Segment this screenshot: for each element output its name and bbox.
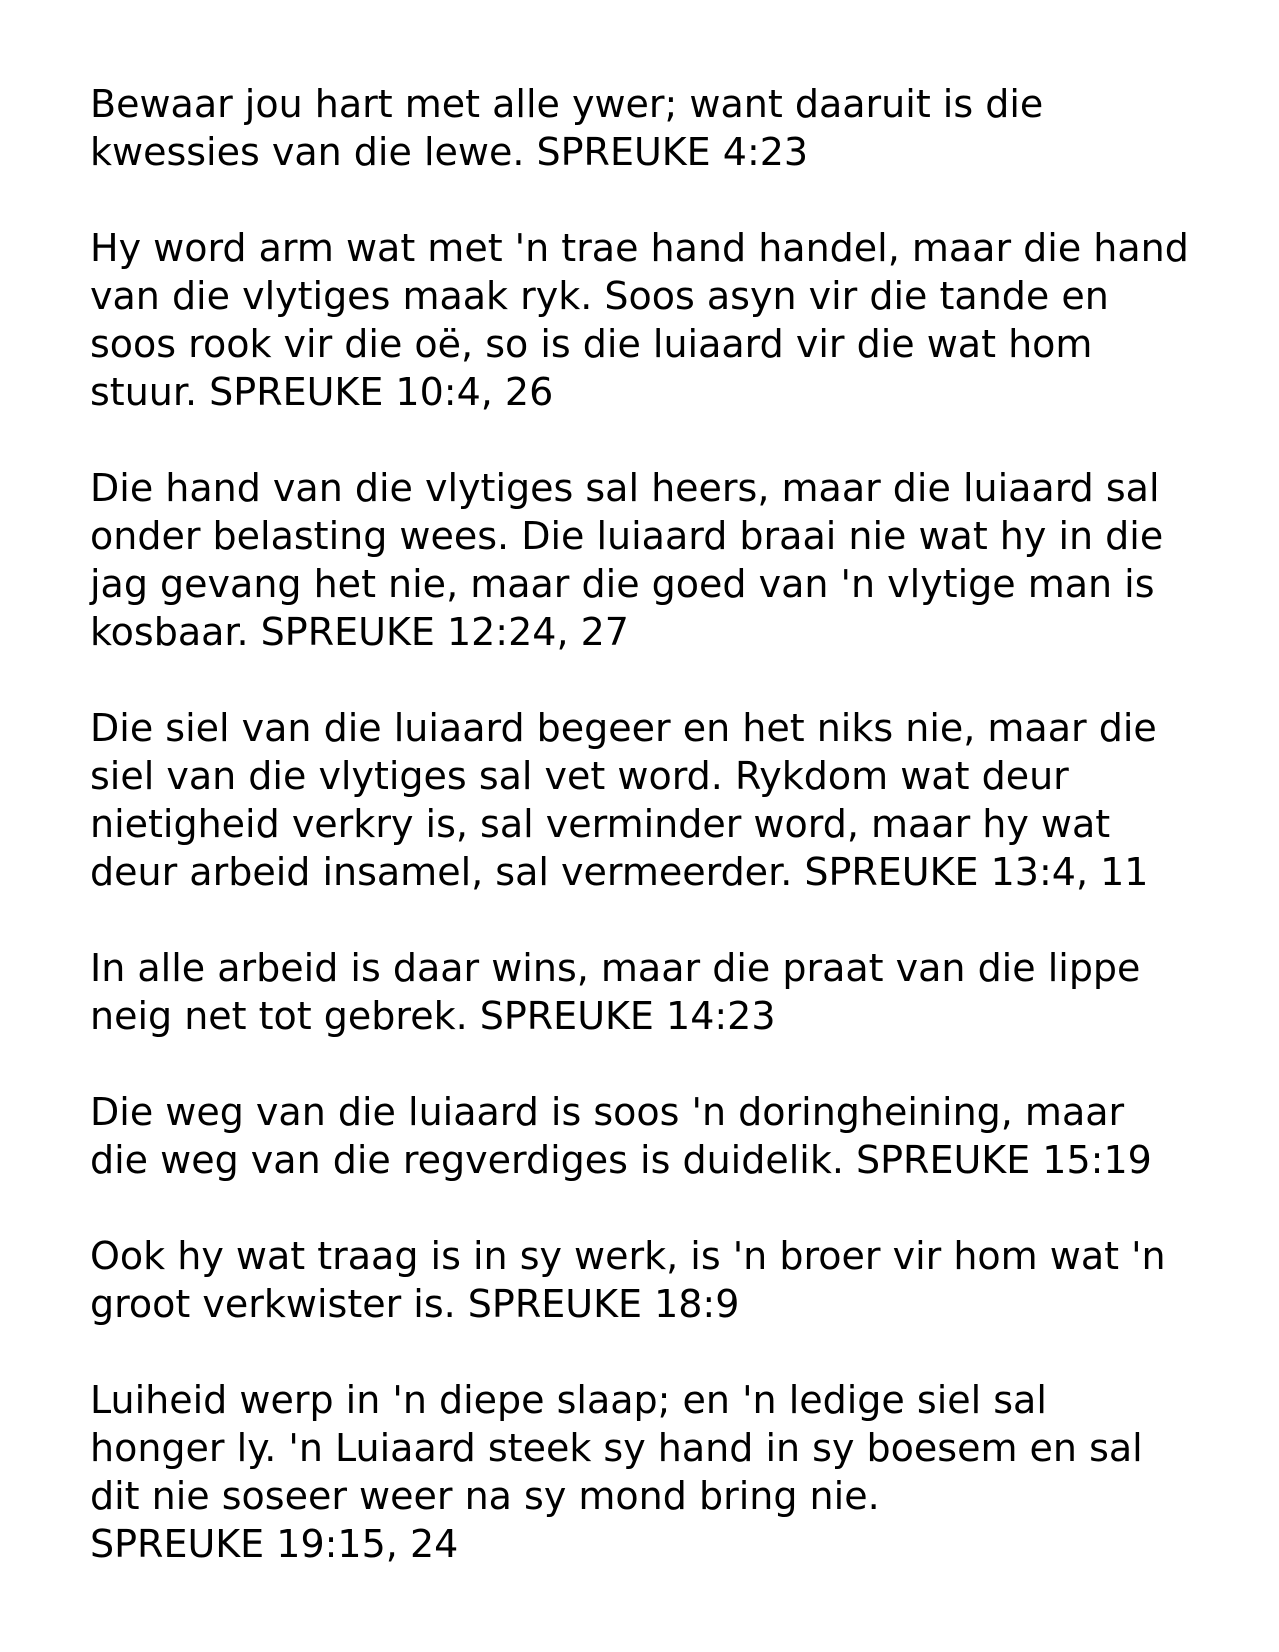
verse-line: van die vlytiges maak ryk. Soos asyn vir die tande en bbox=[90, 274, 1109, 318]
verse-line: kwessies van die lewe. SPREUKE 4:23 bbox=[90, 130, 809, 174]
verse-line: stuur. SPREUKE 10:4, 26 bbox=[90, 370, 554, 414]
verse-spreuke-10-4-26 bbox=[90, 224, 1250, 416]
verse-line: Ook hy wat traag is in sy werk, is 'n broer vir hom wat 'n bbox=[90, 1234, 1166, 1278]
verse-line: dit nie soseer weer na sy mond bring nie. bbox=[90, 1474, 880, 1518]
verse-spreuke-19-15-24 bbox=[90, 1376, 1250, 1568]
verse-line: neig net tot gebrek. SPREUKE 14:23 bbox=[90, 994, 776, 1038]
verse-spreuke-13-4-11 bbox=[90, 704, 1250, 896]
verse-line: Die siel van die luiaard begeer en het niks nie, maar die bbox=[90, 706, 1157, 750]
document-page bbox=[90, 80, 1250, 1616]
verse-line: onder belasting wees. Die luiaard braai nie wat hy in die bbox=[90, 514, 1164, 558]
verse-line: kosbaar. SPREUKE 12:24, 27 bbox=[90, 610, 629, 654]
verse-line: In alle arbeid is daar wins, maar die praat van die lippe bbox=[90, 946, 1141, 990]
verse-line: SPREUKE 19:15, 24 bbox=[90, 1522, 459, 1566]
verse-line: siel van die vlytiges sal vet word. Rykdom wat deur bbox=[90, 754, 1069, 798]
verse-line: deur arbeid insamel, sal vermeerder. SPREUKE 13:4, 11 bbox=[90, 850, 1149, 894]
verse-line: Hy word arm wat met 'n trae hand handel, maar die hand bbox=[90, 226, 1189, 270]
verse-line: honger ly. 'n Luiaard steek sy hand in sy boesem en sal bbox=[90, 1426, 1143, 1470]
verse-spreuke-14-23 bbox=[90, 944, 1250, 1040]
verse-line: soos rook vir die oë, so is die luiaard vir die wat hom bbox=[90, 322, 1093, 366]
verse-spreuke-4-23 bbox=[90, 80, 1250, 176]
verse-line: Bewaar jou hart met alle ywer; want daaruit is die bbox=[90, 82, 1044, 126]
verse-spreuke-12-24-27 bbox=[90, 464, 1250, 656]
verse-line: Die weg van die luiaard is soos 'n doringheining, maar bbox=[90, 1090, 1125, 1134]
verse-spreuke-18-9 bbox=[90, 1232, 1250, 1328]
verse-line: nietigheid verkry is, sal verminder word, maar hy wat bbox=[90, 802, 1111, 846]
verse-line: die weg van die regverdiges is duidelik. SPREUKE 15:19 bbox=[90, 1138, 1152, 1182]
verse-line: Die hand van die vlytiges sal heers, maar die luiaard sal bbox=[90, 466, 1160, 510]
verse-spreuke-15-19 bbox=[90, 1088, 1250, 1184]
verse-line: Luiheid werp in 'n diepe slaap; en 'n ledige siel sal bbox=[90, 1378, 1047, 1422]
verse-line: jag gevang het nie, maar die goed van 'n vlytige man is bbox=[90, 562, 1155, 606]
verse-line: groot verkwister is. SPREUKE 18:9 bbox=[90, 1282, 740, 1326]
